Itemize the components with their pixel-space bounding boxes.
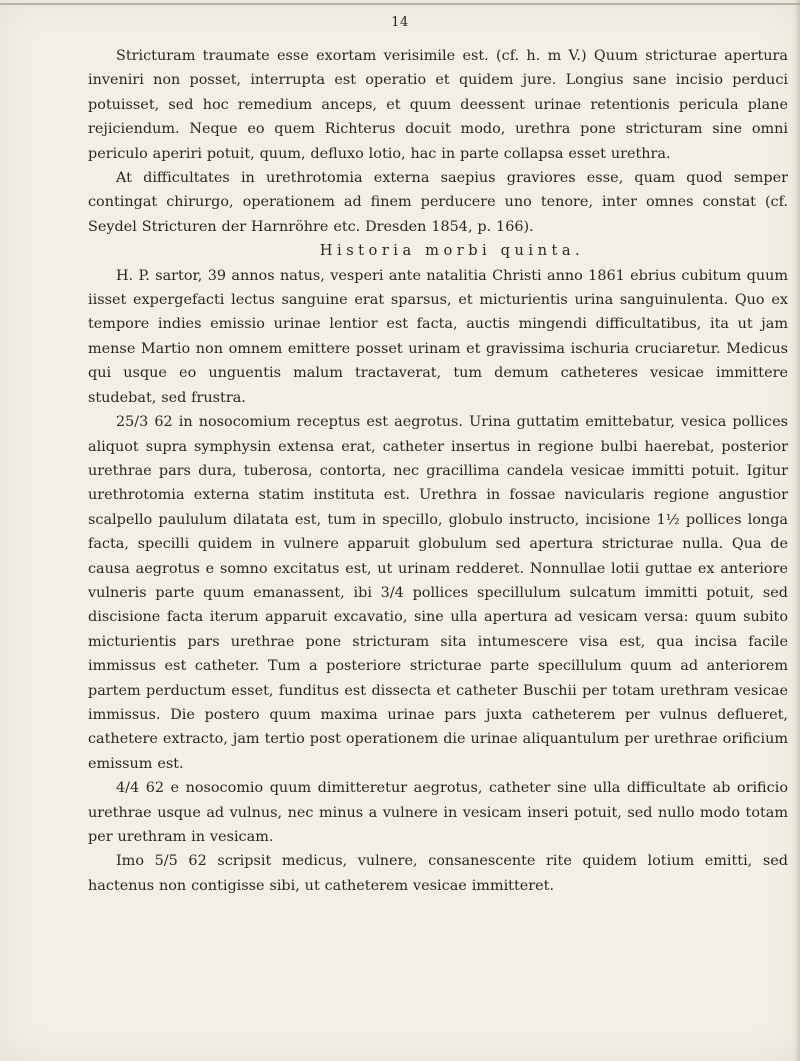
page-number: 14 <box>391 15 409 30</box>
top-rule <box>0 3 800 5</box>
section-heading: Historia morbi quinta. <box>319 242 585 260</box>
paragraph-1: Stricturam traumate esse exortam verisimile est. (cf. h. m V.) Quum stricturae apertura inveniri non posset, interrupta est operatio et quidem jure. Longius sane incisio perduci potuisset, sed hoc remedium anceps, et quum deessent urinae retentionis pericula plane rejiciendum. Neque eo quem Richterus docuit modo, urethra pone stricturam sine omni periculo aperiri potuit, quum, defluxo lotio, hac in parte collapsa esset urethra. <box>88 48 788 162</box>
paragraph-3: H. P. sartor, 39 annos natus, vesperi ante natalitia Christi anno 1861 ebrius cubitum quum iisset expergefacti lectus sanguine erat sparsus, et micturientis urina sanguinulenta. Quo ex tempore indies emissio urinae lentior est facta, auctis mingendi difficultatibus, ita ut jam mense Martio non omnem emittere posset urinam et gravissima ischuria cruciaretur. Medicus qui usque eo unguentis malum tractaverat, tum demum catheteres vesicae immittere studebat, sed frustra. <box>88 267 788 406</box>
paragraph-5: 4/4 62 e nosocomio quum dimitteretur aegrotus, catheter sine ulla difficultate ab orificio urethrae usque ad vulnus, nec minus a vulnere in vesicam inseri potuit, sed nullo modo totam per urethram in vesicam. <box>88 780 788 845</box>
page-edge-shadow <box>794 0 800 1061</box>
paragraph-6: Imo 5/5 62 scripsit medicus, vulnere, consanescente rite quidem lotium emitti, sed hactenus non contigisse sibi, ut catheterem vesicae immitteret. <box>88 853 788 894</box>
paragraph-4: 25/3 62 in nosocomium receptus est aegrotus. Urina guttatim emittebatur, vesica pollices aliquot supra symphysin extensa erat, catheter insertus in regione bulbi haerebat, posterior urethrae pars dura, tuberosa, contorta, nec gracillima candela vesicae immitti potuit. Igitur urethrotomia externa statim instituta est. Urethra in fossae navicularis regione angustior scalpello paululum dilatata est, tum in specillo, globulo instructo, incisione 1½ pollices longa facta, specilli quidem in vulnere apparuit globulum sed apertura stricturae nulla. Qua de causa aegrotus e somno excitatus est, ut urinam redderet. Nonnullae lotii guttae ex anteriore vulneris parte quum emanassent, ibi 3/4 pollices specillulum sulcatum immitti potuit, sed discisione facta iterum apparuit excavatio, sine ulla apertura ad vesicam versa: quum subito micturientis pars urethrae pone stricturam sita intumescere visa est, qua incisa facile immissus est catheter. Tum a posteriore stricturae parte specillulum quum ad anteriorem partem perductum esset, funditus est dissecta et catheter Buschii per totam urethram vesicae immissus. Die postero quum maxima urinae pars juxta catheterem per vulnus deflueret, cathetere extracto, jam tertio post operationem die urinae aliquantulum per urethrae orificium emissum est. <box>88 414 788 772</box>
paragraph-2: At difficultates in urethrotomia externa saepius graviores esse, quam quod semper contingat chirurgo, operationem ad finem perducere uno tenore, inter omnes constat (cf. Seydel Stricturen der Harnröhre etc. Dresden 1854, p. 166). <box>88 170 788 235</box>
body-text <box>88 44 788 898</box>
